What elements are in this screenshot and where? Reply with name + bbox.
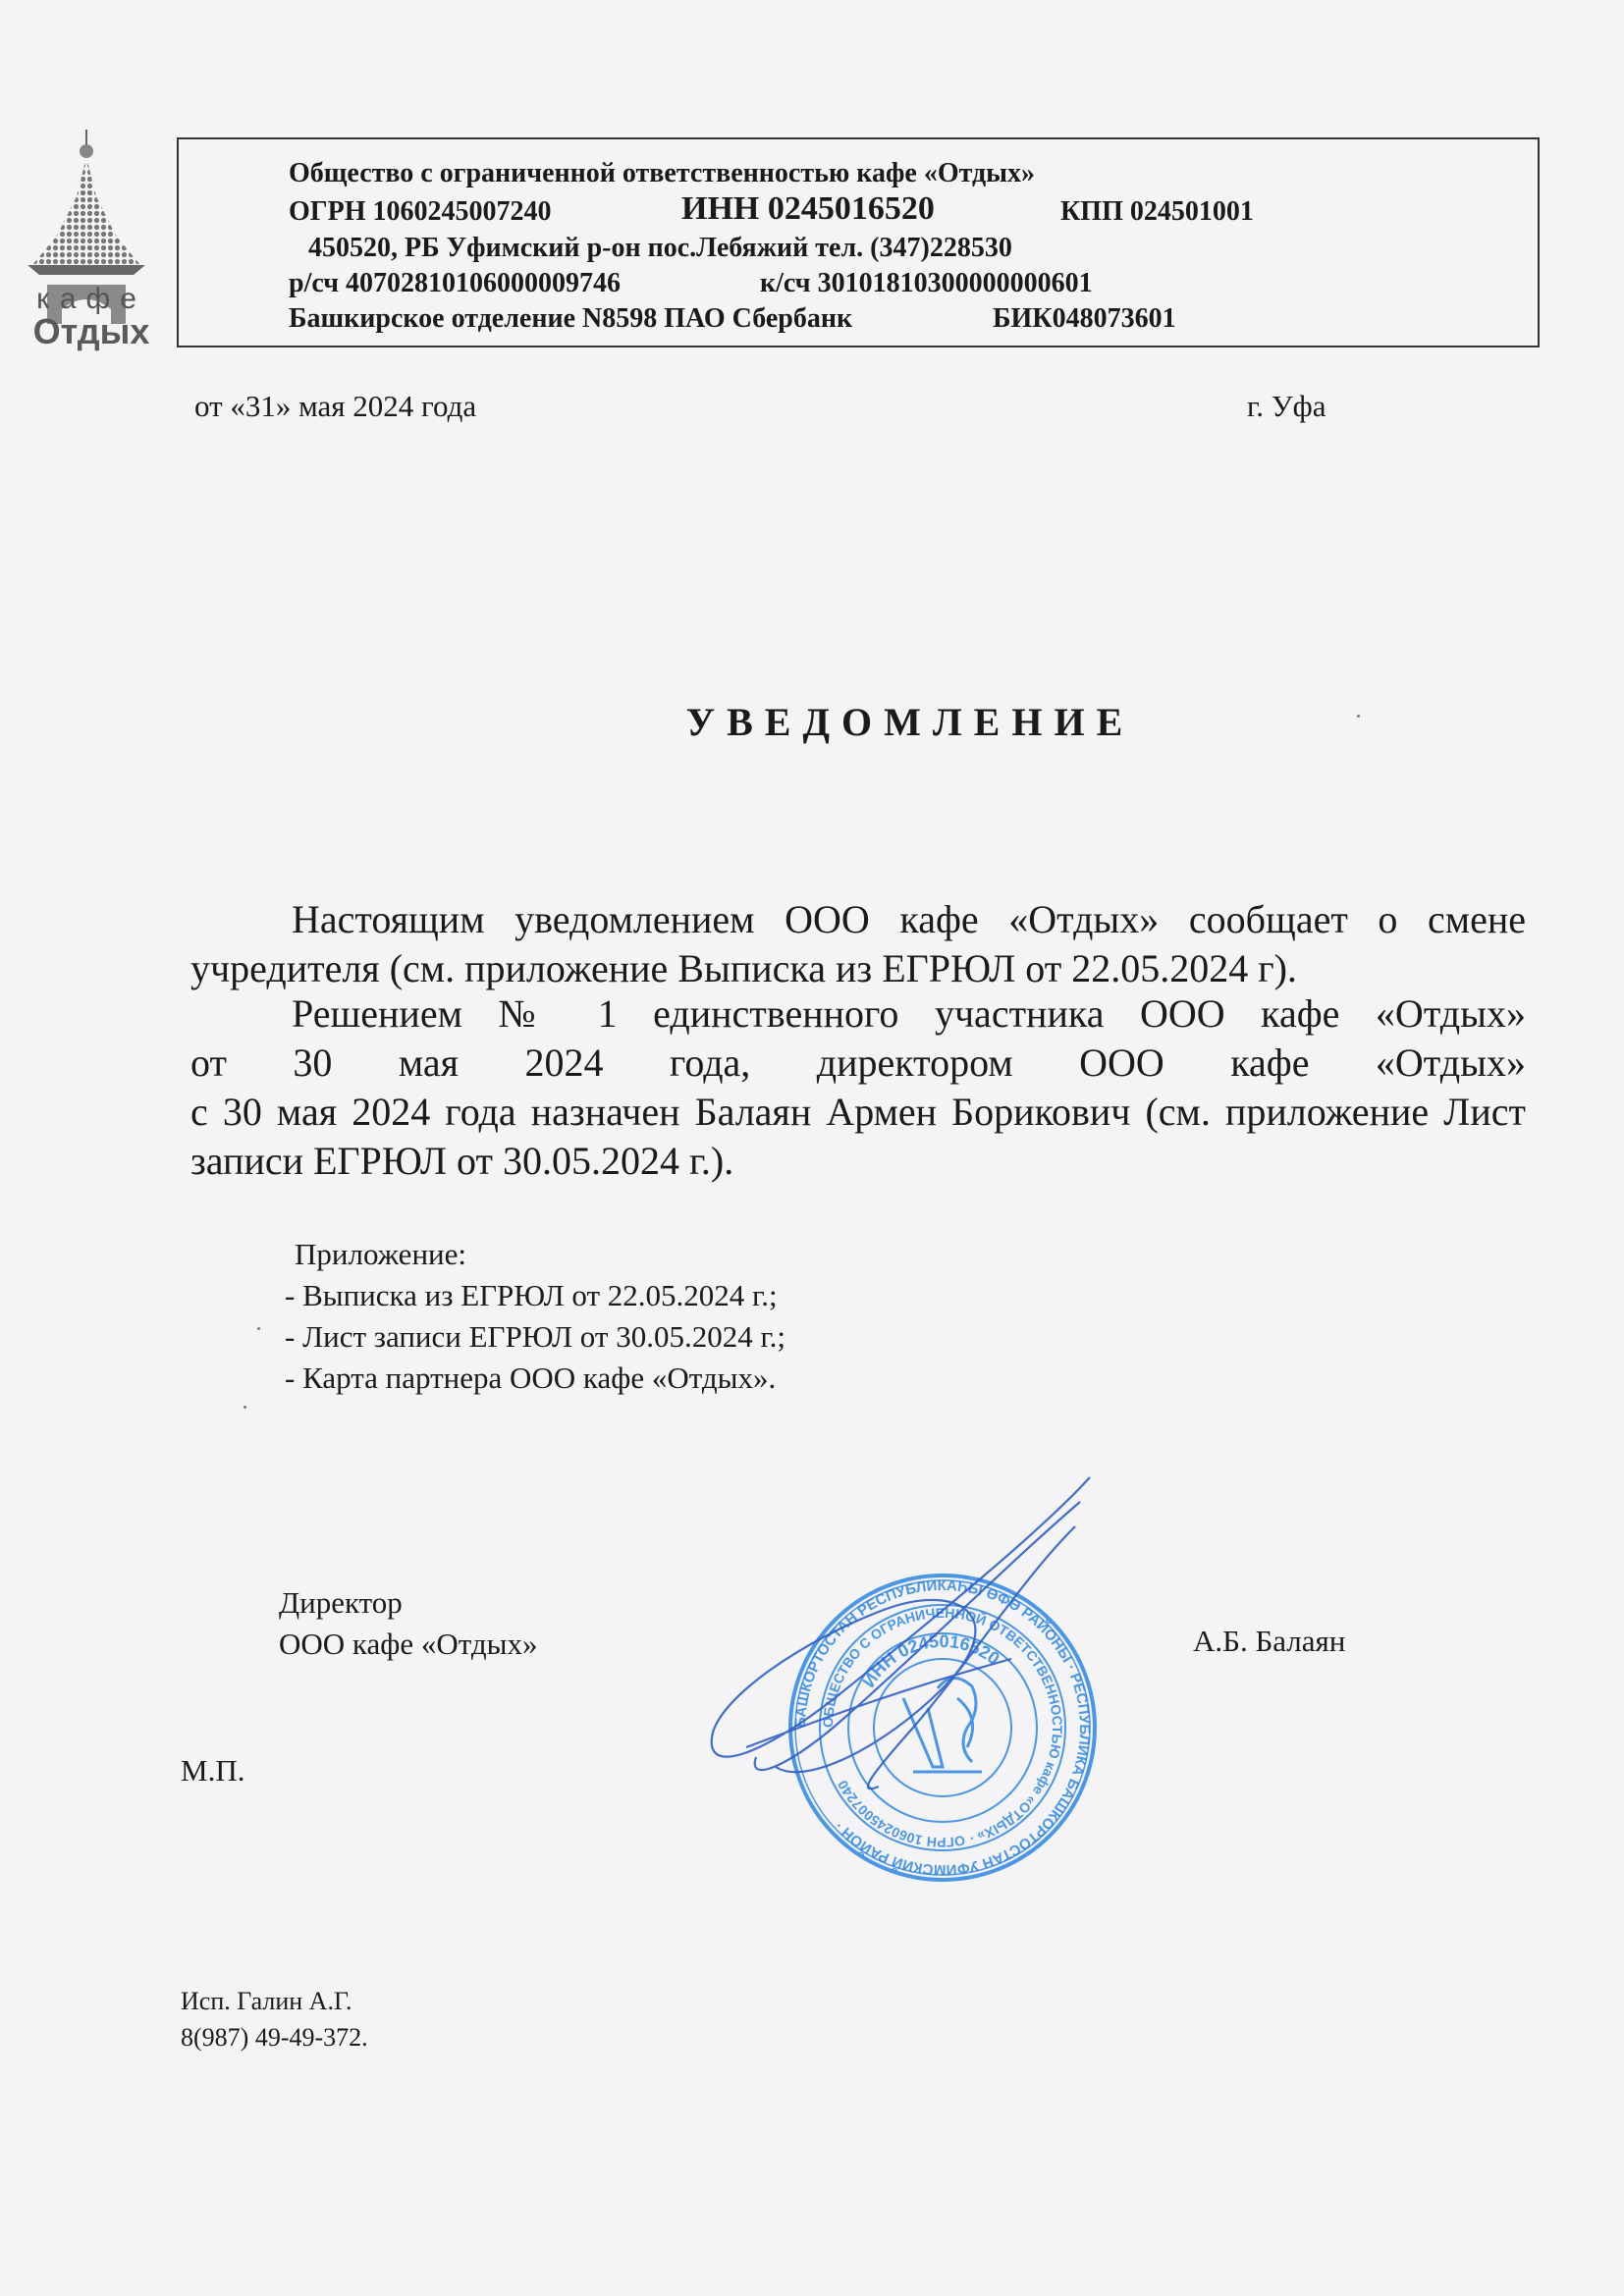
seal-place-label: М.П. xyxy=(181,1753,245,1788)
signer-company: ООО кафе «Отдых» xyxy=(279,1627,538,1661)
stamp-middle-text: ОБЩЕСТВО С ОГРАНИЧЕННОЙ ОТВЕТСТВЕННОСТЬЮ кафе «ОТДЫХ» · ОГРН 1060245007240 xyxy=(819,1604,1066,1851)
scan-speck xyxy=(257,1327,260,1330)
logo-big-text: Отдых xyxy=(32,311,150,351)
appendix-item: - Карта партнера ООО кафе «Отдых». xyxy=(285,1361,777,1395)
executor-phone: 8(987) 49-49-372. xyxy=(181,2023,368,2052)
company-full-name: Общество с ограниченной ответственностью кафе «Отдых» xyxy=(289,158,1036,188)
appendix-item: - Лист записи ЕГРЮЛ от 30.05.2024 г.; xyxy=(285,1319,786,1354)
body-paragraph-1-wrapper xyxy=(190,895,1526,1000)
scan-speck xyxy=(244,1406,246,1409)
inn: ИНН 0245016520 xyxy=(681,190,935,227)
executor-name: Исп. Галин А.Г. xyxy=(181,1987,352,2015)
address: 450520, РБ Уфимский р-он пос.Лебяжий тел. (347)228530 xyxy=(308,233,1012,263)
body-paragraph-2-line-1: Решением № 1 единственного участника ООО кафе «Отдых» xyxy=(292,991,1526,1036)
body-paragraph-1: Настоящим уведомлением ООО кафе «Отдых» сообщает о смене учредителя (см. приложение Выписка из ЕГРЮЛ от 22.05.2024 г). xyxy=(190,897,1526,990)
stamp-outer-text: БАШКОРТОСТАН РЕСПУБЛИКАҺЫ ӨФӨ РАЙОНЫ · РЕСПУБЛИКА БАШКОРТОСТАН УФИМСКИЙ РАЙОН · xyxy=(791,1576,1094,1879)
ogrn: ОГРН 1060245007240 xyxy=(289,196,552,227)
letterhead-box xyxy=(177,137,1540,347)
kpp: КПП 024501001 xyxy=(1060,196,1254,227)
document-date: от «31» мая 2024 года xyxy=(194,389,477,423)
body-paragraph-2-wrapper xyxy=(190,989,1526,1186)
signer-name: А.Б. Балаян xyxy=(1193,1624,1346,1658)
stamp-inner-text: ИНН 0245016520 xyxy=(858,1630,1003,1691)
appendix-item: - Выписка из ЕГРЮЛ от 22.05.2024 г.; xyxy=(285,1278,778,1312)
body-paragraph-2-line-2: от 30 мая 2024 года, директором ООО кафе «Отдых» xyxy=(190,1041,1526,1085)
appendix xyxy=(285,1234,785,1399)
document-title: УВЕДОМЛЕНИЕ xyxy=(685,700,1135,744)
signature-block xyxy=(279,1582,538,1665)
body-paragraph-2-rest: с 30 мая 2024 года назначен Балаян Армен Борикович (см. приложение Лист записи ЕГРЮЛ от 30.05.2024 г.). xyxy=(190,1090,1526,1183)
correspondent-account: к/сч 30101810300000000601 xyxy=(760,268,1093,298)
appendix-heading: Приложение: xyxy=(295,1237,466,1271)
executor-info xyxy=(181,1983,368,2056)
bank-name: Башкирское отделение N8598 ПАО Сбербанк xyxy=(289,303,853,334)
scan-speck xyxy=(1357,715,1360,718)
document-city: г. Уфа xyxy=(1247,389,1326,423)
signer-position: Директор xyxy=(279,1585,403,1620)
bik: БИК048073601 xyxy=(993,303,1176,334)
director-signature-icon xyxy=(687,1472,1100,1845)
logo-wordmark xyxy=(27,285,155,349)
logo-small-text: кафе xyxy=(36,283,146,315)
settlement-account: р/сч 40702810106000009746 xyxy=(289,268,622,298)
